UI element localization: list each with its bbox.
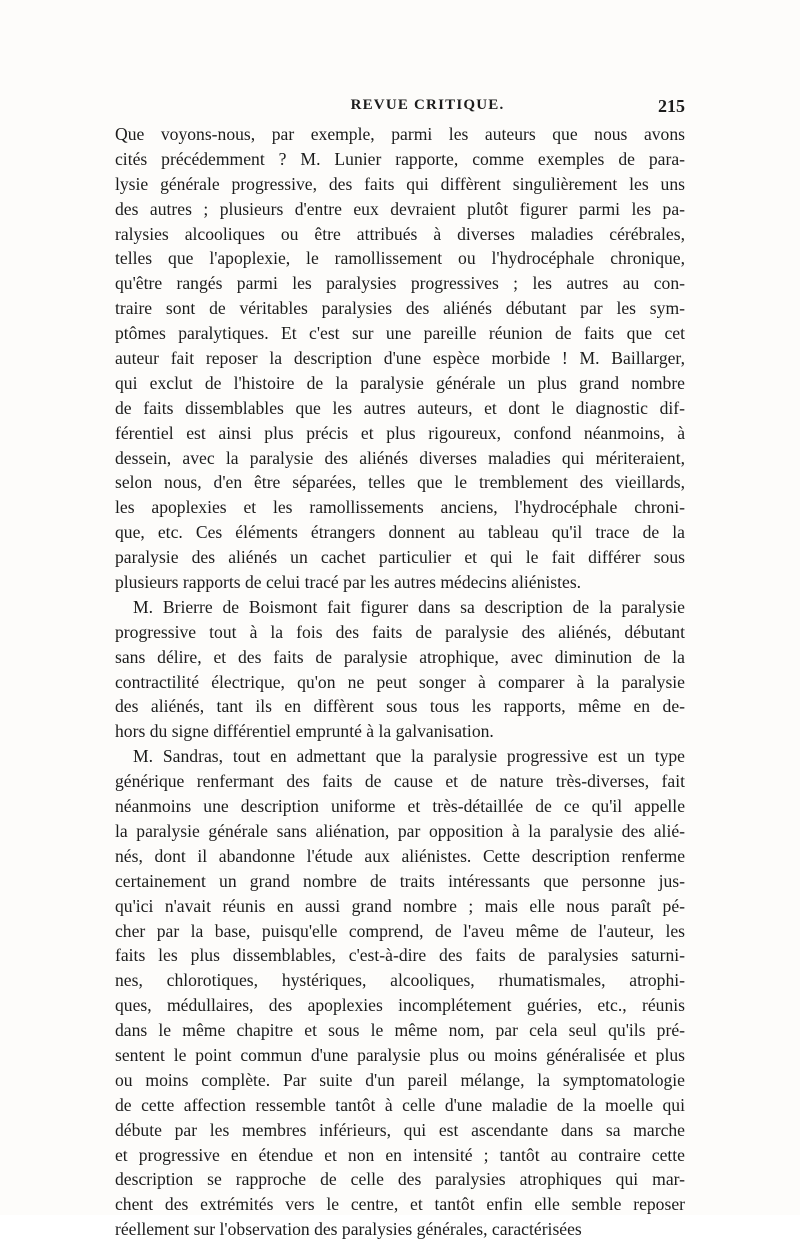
body-text <box>115 122 685 1242</box>
text-line: traire sont de véritables paralysies des aliénés débutant par les sym- <box>115 298 685 319</box>
text-line: ques, médullaires, des apoplexies incomplétement guéries, etc., réunis <box>115 995 685 1016</box>
text-line: Que voyons-nous, par exemple, parmi les auteurs que nous avons <box>115 124 685 144</box>
text-line: progressive tout à la fois des faits de paralysie des aliénés, débutant <box>115 621 685 642</box>
running-title: REVUE CRITIQUE. <box>350 97 505 113</box>
text-line: auteur fait reposer la description d'une espèce morbide ! M. Baillarger, <box>115 348 685 369</box>
text-line: néanmoins une description uniforme et très-détaillée de ce qu'il appelle <box>115 796 685 817</box>
text-line: lysie générale progressive, des faits qui diffèrent singulièrement les uns <box>115 173 685 194</box>
text-line: telles que l'apoplexie, le ramollissement ou l'hydrocéphale chronique, <box>115 248 685 269</box>
text-line: certainement un grand nombre de traits intéressants que personne jus- <box>115 870 685 891</box>
text-line: sentent le point commun d'une paralysie plus ou moins généralisée et plus <box>115 1044 685 1065</box>
text-line: paralysie des aliénés un cachet particulier et qui le fait différer sous <box>115 547 685 568</box>
text-line: qui exclut de l'histoire de la paralysie générale un plus grand nombre <box>115 372 685 393</box>
text-line: M. Sandras, tout en admettant que la paralysie progressive est un type <box>133 746 685 767</box>
text-line: de cette affection ressemble tantôt à celle d'une maladie de la moelle qui <box>115 1094 685 1115</box>
text-line: nés, dont il abandonne l'étude aux aliénistes. Cette description renferme <box>115 845 685 866</box>
text-line: férentiel est ainsi plus précis et plus rigoureux, confond néanmoins, à <box>115 422 685 443</box>
text-line: chent des extrémités vers le centre, et tantôt enfin elle semble reposer <box>115 1194 685 1215</box>
text-line: la paralysie générale sans aliénation, par opposition à la paralysie des alié- <box>115 820 685 841</box>
text-line: et progressive en étendue et non en intensité ; tantôt au contraire cette <box>115 1144 685 1165</box>
text-line: dessein, avec la paralysie des aliénés diverses maladies qui mériteraient, <box>115 447 685 468</box>
text-line: qu'ici n'avait réunis en aussi grand nombre ; mais elle nous paraît pé- <box>115 895 685 916</box>
text-line: ou moins complète. Par suite d'un pareil mélange, la symptomatologie <box>115 1069 685 1090</box>
text-line: que, etc. Ces éléments étrangers donnent au tableau qu'il trace de la <box>115 522 685 543</box>
paragraph <box>115 122 685 595</box>
text-line: des autres ; plusieurs d'entre eux devraient plutôt figurer parmi les pa- <box>115 198 685 219</box>
text-line: cités précédemment ? M. Lunier rapporte, comme exemples de para- <box>115 148 685 169</box>
text-line: faits les plus dissemblables, c'est-à-dire des faits de paralysies saturni- <box>115 945 685 966</box>
text-line: ptômes paralytiques. Et c'est sur une pareille réunion de faits que cet <box>115 323 685 344</box>
text-line: de faits dissemblables que les autres auteurs, et dont le diagnostic dif- <box>115 397 685 418</box>
paragraph <box>115 744 685 1242</box>
text-line: des aliénés, tant ils en diffèrent sous tous les rapports, même en de- <box>115 696 685 717</box>
text-line: ralysies alcooliques ou être attribués à diverses maladies cérébrales, <box>115 223 685 244</box>
text-line: les apoplexies et les ramollissements anciens, l'hydrocéphale chroni- <box>115 497 685 518</box>
text-line: réellement sur l'observation des paralysies générales, caractérisées <box>115 1219 582 1240</box>
text-line: nes, chlorotiques, hystériques, alcooliques, rhumatismales, atrophi- <box>115 970 685 991</box>
text-line: contractilité électrique, qu'on ne peut songer à comparer à la paralysie <box>115 671 685 692</box>
page-number: 215 <box>658 96 685 116</box>
text-line: hors du signe différentiel emprunté à la galvanisation. <box>115 721 494 742</box>
text-line: sans délire, et des faits de paralysie atrophique, avec diminution de la <box>115 646 685 667</box>
text-line: M. Brierre de Boismont fait figurer dans sa description de la paralysie <box>133 596 685 617</box>
text-line: générique renfermant des faits de cause et de nature très-diverses, fait <box>115 771 685 792</box>
text-line: selon nous, d'en être séparées, telles que le tremblement des vieillards, <box>115 472 685 493</box>
text-line: débute par les membres inférieurs, qui est ascendante dans sa marche <box>115 1119 685 1140</box>
running-head <box>115 97 685 121</box>
text-line: plusieurs rapports de celui tracé par les autres médecins aliénistes. <box>115 572 582 593</box>
text-line: qu'être rangés parmi les paralysies progressives ; les autres au con- <box>115 273 685 294</box>
text-line: description se rapproche de celle des paralysies atrophiques qui mar- <box>115 1169 685 1190</box>
paragraph <box>115 595 685 744</box>
text-line: dans le même chapitre et sous le même nom, par cela seul qu'ils pré- <box>115 1020 685 1041</box>
text-line: cher par la base, puisqu'elle comprend, de l'aveu même de l'auteur, les <box>115 920 685 941</box>
